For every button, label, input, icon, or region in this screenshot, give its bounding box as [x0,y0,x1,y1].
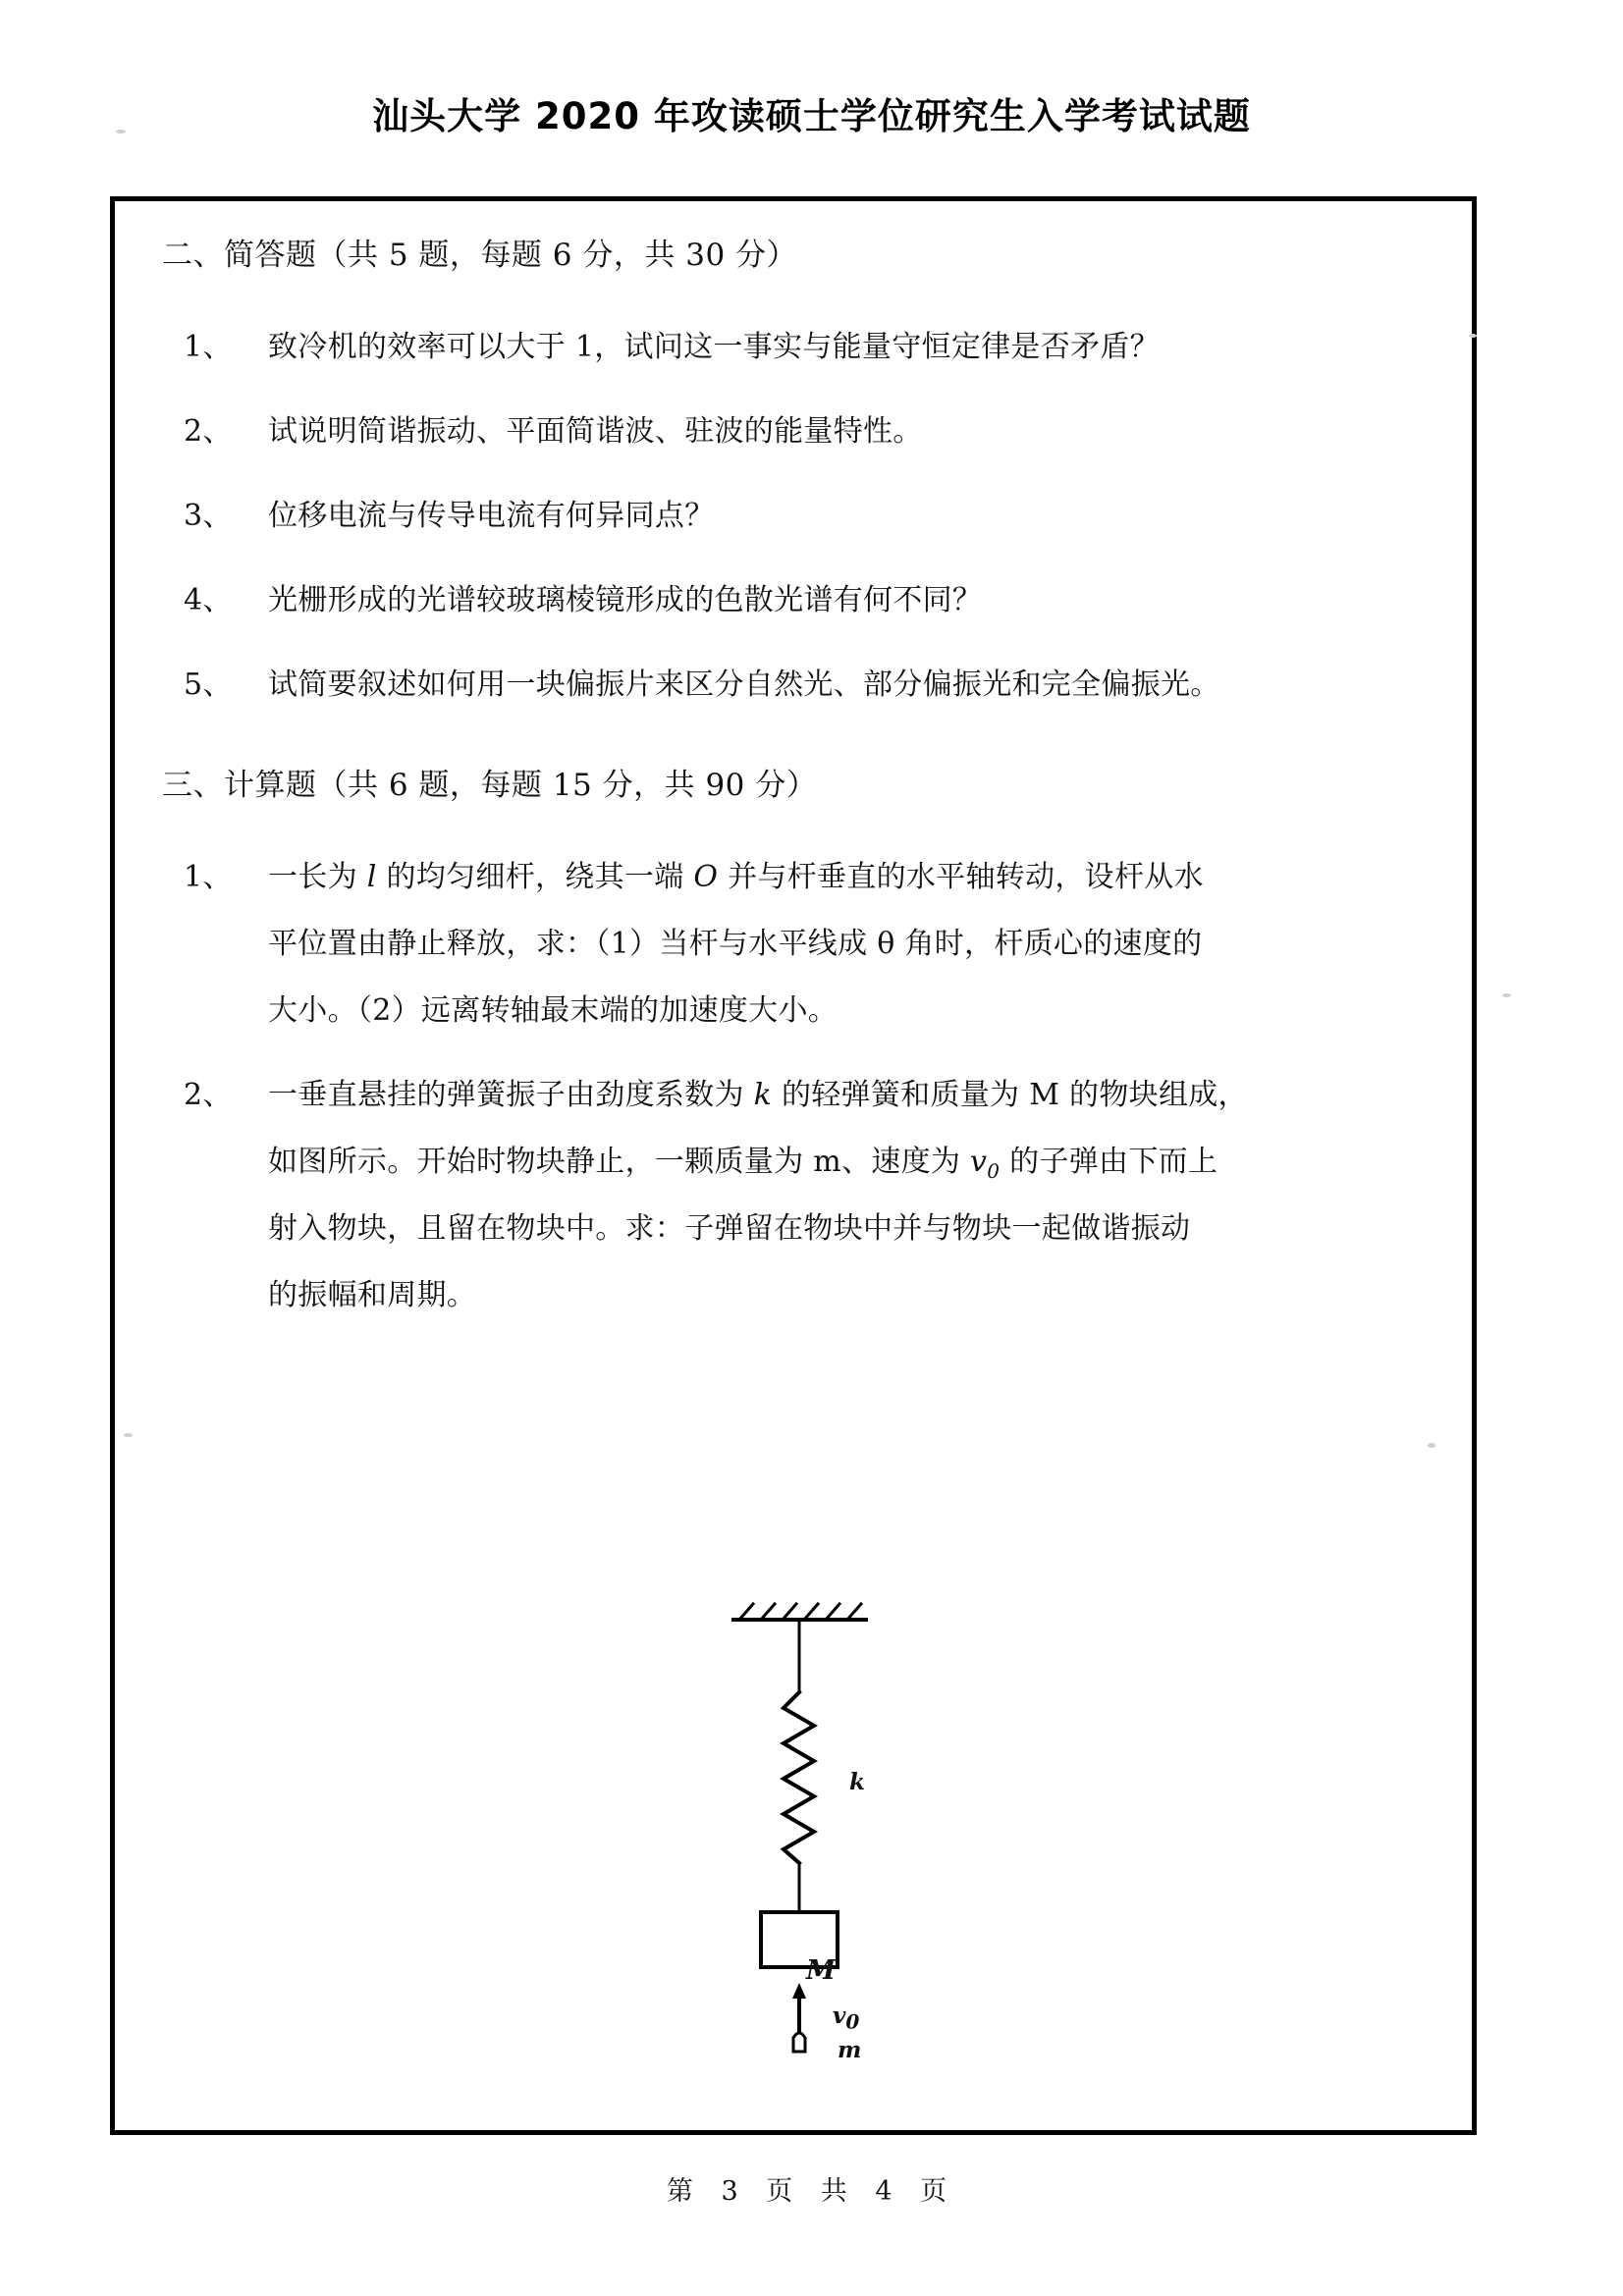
question-number: 5、 [184,667,233,702]
question-row [184,327,1160,368]
spring-coil [784,1692,814,1863]
scan-speck [124,1433,133,1437]
spring-constant-label: k [849,1769,865,1795]
velocity-arrow-head [792,1983,806,1999]
question-text: 位移电流与传导电流有何异同点？ [268,499,715,533]
question-text: 光栅形成的光谱较玻璃棱镜形成的色散光谱有何不同？ [268,583,983,617]
question-text: 试说明简谐振动、平面简谐波、驻波的能量特性。 [268,414,923,449]
question-text-line: 如图所示。开始时物块静止，一颗质量为 m、速度为 $v_0$ 的子弹由下而上 [268,1145,1218,1183]
question-number: 1、 [184,860,233,894]
scan-speck [1428,1443,1435,1448]
exam-body-frame [110,196,1477,2135]
bullet-velocity-label: v0 [833,2002,860,2034]
bullet-shape [793,2033,805,2052]
page-footer: 第 3 页 共 4 页 [666,2176,957,2207]
question-number: 4、 [184,583,233,617]
question-number: 2、 [184,414,233,449]
scan-speck [1469,334,1477,338]
question-number: 2、 [184,1078,233,1112]
question-number: 3、 [184,499,233,533]
block-mass-label: M [806,1955,836,1986]
question-text-line: 一垂直悬挂的弹簧振子由劲度系数为 k 的轻弹簧和质量为 M 的物块组成， [268,1078,1248,1112]
question-row [184,411,923,453]
question-text-line: 射入物块，且留在物块中。求：子弹留在物块中并与物块一起做谐振动 [268,1211,1191,1246]
question-text-line: 大小。（2）远离转轴最末端的加速度大小。 [268,993,839,1028]
bullet-mass-label: m [838,2037,862,2063]
question-text-line: 平位置由静止释放，求：（1）当杆与水平线成 θ 角时，杆质心的速度的 [268,927,1203,961]
section-heading-short-answer: 二、简答题（共 5 题，每题 6 分，共 30 分） [162,238,798,273]
diagram-svg [704,1590,959,2061]
question-number: 1、 [184,330,233,364]
exam-content [115,201,1472,2130]
question-row [184,857,1204,898]
scan-speck [116,130,126,133]
question-row [184,665,1220,706]
scan-speck [1502,993,1511,997]
question-text-line: 一长为 l 的均匀细杆，绕其一端 O 并与杆垂直的水平轴转动，设杆从水 [268,860,1204,894]
question-row [184,1075,1248,1116]
question-text: 试简要叙述如何用一块偏振片来区分自然光、部分偏振光和完全偏振光。 [268,667,1220,702]
page-title: 汕头大学 2020 年攻读硕士学位研究生入学考试试题 [372,95,1251,137]
question-row [184,580,982,621]
question-text: 致冷机的效率可以大于 1，试问这一事实与能量守恒定律是否矛盾？ [268,330,1160,364]
question-row [184,496,715,537]
question-text-line: 的振幅和周期。 [268,1278,477,1312]
section-heading-calculation: 三、计算题（共 6 题，每题 15 分，共 90 分） [162,768,818,803]
spring-mass-bullet-diagram [704,1590,959,2061]
